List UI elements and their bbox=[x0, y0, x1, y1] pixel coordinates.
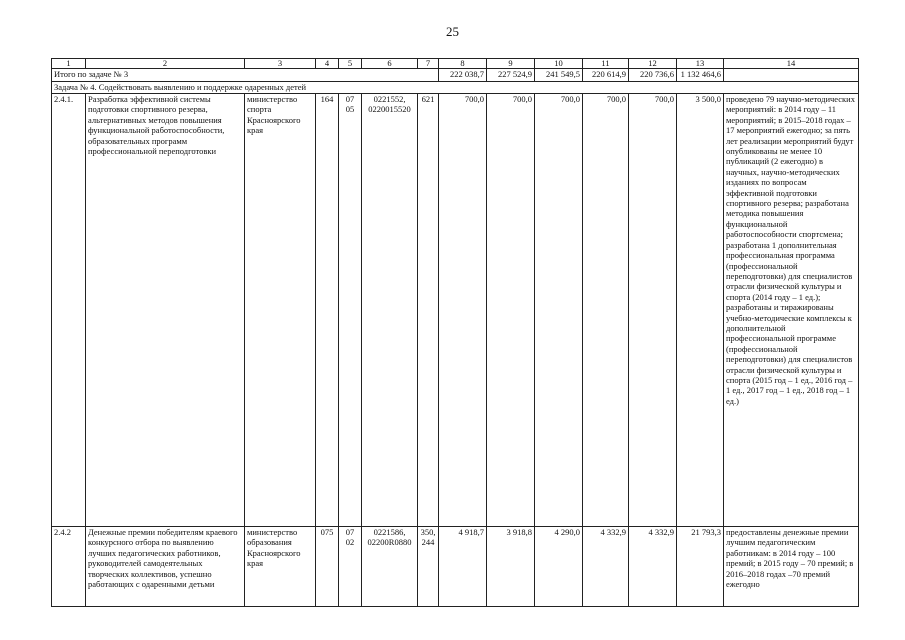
header-cell: 5 bbox=[339, 59, 362, 69]
program-table bbox=[51, 58, 859, 607]
row-grbs: 075 bbox=[316, 527, 339, 607]
row-value: 4 290,0 bbox=[535, 527, 583, 607]
table-row bbox=[52, 94, 859, 527]
row-value: 700,0 bbox=[583, 94, 629, 527]
header-cell: 1 bbox=[52, 59, 86, 69]
header-row bbox=[52, 59, 859, 69]
total-label: Итого по задаче № 3 bbox=[52, 69, 439, 82]
row-rzpr: 07 02 bbox=[339, 527, 362, 607]
header-cell: 4 bbox=[316, 59, 339, 69]
vr-line: 621 bbox=[421, 94, 435, 104]
total-value: 220 736,6 bbox=[629, 69, 677, 82]
total-value: 1 132 464,6 bbox=[677, 69, 724, 82]
csr-line: 02200R0880 bbox=[367, 537, 412, 548]
row-vr bbox=[418, 94, 439, 527]
row-value: 3 918,8 bbox=[487, 527, 535, 607]
total-value: 241 549,5 bbox=[535, 69, 583, 82]
row-value: 4 332,9 bbox=[583, 527, 629, 607]
row-value: 4 918,7 bbox=[439, 527, 487, 607]
total-row bbox=[52, 69, 859, 82]
row-value: 700,0 bbox=[487, 94, 535, 527]
header-cell: 2 bbox=[86, 59, 245, 69]
row-name: Денежные премии победителям краевого конкурсного отбора по выявлению лучших педагогических работников, руководителей самодеятельных творческих коллективов, успешно работающих с одаренными детьми bbox=[86, 527, 245, 607]
vr-line: 244 bbox=[421, 537, 435, 548]
csr-line: 0221586, bbox=[373, 527, 406, 537]
total-value: 222 038,7 bbox=[439, 69, 487, 82]
csr-line: 0220015520 bbox=[368, 104, 411, 115]
total-result bbox=[724, 69, 859, 82]
row-result: проведено 79 научно-методических мероприятий: в 2014 году – 11 мероприятий; в 2015–2018 годах – 17 мероприятий ежегодно; за пять лет реализации мероприятий будут опубликованы не менее 10 публикаций (2 ежегодно) в научных, научно-методических изданиях по вопросам эффективной подготовки спортивного резерва; разработана методика повышения функциональной работоспособности спортсмена; разработана 1 дополнительная профессиональная программа (профессиональной переподготовки) для специалистов отрасли физической культуры и спорта (2014 году – 1 ед.); разработаны и тиражированы учебно-методические комплексы к дополнительной профессиональной программе (профессиональной переподготовки) для специалистов отрасли физической культуры и спорта (2015 год – 1 ед., 2016 год – 1 ед., 2017 год – 1 ед., 2018 год – 1 ед.) bbox=[724, 94, 859, 527]
header-cell: 14 bbox=[724, 59, 859, 69]
page-number: 25 bbox=[446, 24, 459, 39]
row-vr bbox=[418, 527, 439, 607]
header-cell: 9 bbox=[487, 59, 535, 69]
task-row bbox=[52, 82, 859, 94]
header-cell: 6 bbox=[362, 59, 418, 69]
total-value: 227 524,9 bbox=[487, 69, 535, 82]
row-rzpr: 07 05 bbox=[339, 94, 362, 527]
row-value: 700,0 bbox=[439, 94, 487, 527]
row-value: 700,0 bbox=[535, 94, 583, 527]
row-org: министерство спорта Красноярского края bbox=[245, 94, 316, 527]
header-cell: 10 bbox=[535, 59, 583, 69]
task-title: Задача № 4. Содействовать выявлению и поддержке одаренных детей bbox=[52, 82, 859, 94]
row-csr bbox=[362, 94, 418, 527]
row-name: Разработка эффективной системы подготовки спортивного резерва, альтернативных методов повышения функциональной работоспособности, образовательных программ профессиональной переподготовки bbox=[86, 94, 245, 527]
table-row bbox=[52, 527, 859, 607]
vr-line: 350, bbox=[420, 527, 436, 537]
header-cell: 11 bbox=[583, 59, 629, 69]
row-grbs: 164 bbox=[316, 94, 339, 527]
row-value: 3 500,0 bbox=[677, 94, 724, 527]
row-value: 700,0 bbox=[629, 94, 677, 527]
row-number: 2.4.2 bbox=[52, 527, 86, 607]
row-number: 2.4.1. bbox=[52, 94, 86, 527]
header-cell: 7 bbox=[418, 59, 439, 69]
csr-line: 0221552, bbox=[373, 94, 406, 104]
row-value: 4 332,9 bbox=[629, 527, 677, 607]
header-cell: 3 bbox=[245, 59, 316, 69]
row-org: министерство образования Красноярского края bbox=[245, 527, 316, 607]
header-cell: 8 bbox=[439, 59, 487, 69]
header-cell: 12 bbox=[629, 59, 677, 69]
row-csr bbox=[362, 527, 418, 607]
row-result: предоставлены денежные премии лучшим педагогическим работникам: в 2014 году – 100 премий; в 2015 году – 70 премий; в 2016–2018 годах –70 премий ежегодно bbox=[724, 527, 859, 607]
row-value: 21 793,3 bbox=[677, 527, 724, 607]
total-value: 220 614,9 bbox=[583, 69, 629, 82]
header-cell: 13 bbox=[677, 59, 724, 69]
